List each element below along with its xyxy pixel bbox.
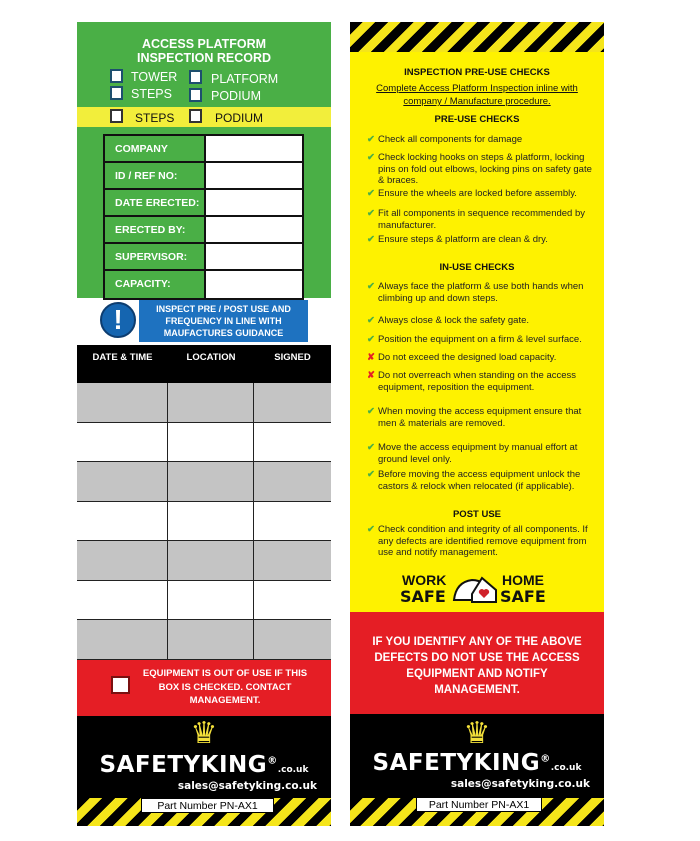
checkmark-icon: ✔ bbox=[367, 281, 375, 292]
check-text: Ensure the wheels are locked before assembly. bbox=[378, 188, 577, 199]
podium-checkbox-yellow[interactable] bbox=[189, 109, 202, 123]
signed-cell[interactable] bbox=[254, 462, 331, 501]
hazard-stripes-top bbox=[350, 22, 604, 52]
check-item bbox=[367, 442, 597, 465]
brand-email: sales@safetyking.co.uk bbox=[450, 778, 590, 790]
field-label: DATE ERECTED: bbox=[105, 190, 206, 215]
hardhat-house-heart-icon bbox=[450, 572, 500, 604]
check-text: Ensure steps & platform are clean & dry. bbox=[378, 234, 548, 245]
check-item bbox=[367, 315, 597, 327]
check-item bbox=[367, 208, 597, 231]
safe-text: SAFE bbox=[400, 587, 446, 606]
steps-label: STEPS bbox=[131, 87, 172, 101]
location-cell[interactable] bbox=[168, 581, 254, 620]
podium-label-yellow: PODIUM bbox=[215, 111, 263, 125]
post-use-title: POST USE bbox=[452, 509, 502, 520]
check-text: Move the access equipment by manual effort at ground level only. bbox=[378, 442, 578, 465]
pre-use-title: PRE-USE CHECKS bbox=[434, 114, 520, 125]
location-cell[interactable] bbox=[168, 502, 254, 541]
check-text: When moving the access equipment ensure that men & materials are removed. bbox=[378, 406, 582, 429]
check-text: Before moving the access equipment unlock the castors & relock when relocated (if applicable). bbox=[378, 469, 581, 492]
platform-checkbox[interactable] bbox=[189, 70, 202, 84]
signed-cell[interactable] bbox=[254, 581, 331, 620]
checkmark-icon: ✔ bbox=[367, 315, 375, 326]
check-item bbox=[367, 281, 597, 304]
check-item bbox=[367, 406, 597, 429]
steps-checkbox-yellow[interactable] bbox=[110, 109, 123, 123]
pre-use-checks-card bbox=[350, 22, 604, 826]
date-erected-field[interactable] bbox=[206, 190, 302, 215]
col-location: LOCATION bbox=[186, 352, 236, 363]
log-table-row bbox=[77, 423, 331, 463]
log-table-header bbox=[77, 345, 331, 383]
location-cell[interactable] bbox=[168, 383, 254, 422]
log-table-row bbox=[77, 581, 331, 621]
supervisor-field[interactable] bbox=[206, 244, 302, 269]
date-time-cell[interactable] bbox=[77, 541, 168, 580]
signed-cell[interactable] bbox=[254, 383, 331, 422]
company-field[interactable] bbox=[206, 136, 302, 161]
check-text: Fit all components in sequence recommended by manufacturer. bbox=[378, 208, 586, 231]
check-item bbox=[367, 152, 597, 187]
out-of-use-text: EQUIPMENT IS OUT OF USE IF THIS BOX IS CHECKED. CONTACT MANAGEMENT. bbox=[142, 668, 308, 706]
signed-cell[interactable] bbox=[254, 620, 331, 659]
log-table-row bbox=[77, 541, 331, 581]
check-item bbox=[367, 352, 597, 364]
check-text: Always face the platform & use both hands when climbing up and down steps. bbox=[378, 281, 584, 304]
log-table-row bbox=[77, 620, 331, 660]
check-item bbox=[367, 134, 597, 146]
col-signed: SIGNED bbox=[274, 352, 311, 363]
ref-no-field[interactable] bbox=[206, 163, 302, 188]
brand-email: sales@safetyking.co.uk bbox=[177, 780, 317, 792]
podium-checkbox[interactable] bbox=[189, 88, 202, 102]
date-time-cell[interactable] bbox=[77, 502, 168, 541]
checkmark-icon: ✔ bbox=[367, 442, 375, 453]
capacity-field[interactable] bbox=[206, 271, 302, 298]
check-item bbox=[367, 370, 597, 393]
field-label: ID / REF NO: bbox=[105, 163, 206, 188]
checkmark-icon: ✔ bbox=[367, 334, 375, 345]
record-title-line1: ACCESS PLATFORM bbox=[141, 37, 267, 51]
field-label: CAPACITY: bbox=[105, 271, 206, 298]
details-form bbox=[103, 134, 304, 300]
date-time-cell[interactable] bbox=[77, 462, 168, 501]
steps-label-yellow: STEPS bbox=[135, 111, 175, 125]
part-number: Part Number PN-AX1 bbox=[141, 798, 274, 813]
safe-text-2: SAFE bbox=[500, 587, 546, 606]
out-of-use-checkbox[interactable] bbox=[111, 676, 130, 694]
crown-icon: ♛ bbox=[463, 717, 491, 750]
cross-icon: ✘ bbox=[367, 370, 375, 381]
date-time-cell[interactable] bbox=[77, 383, 168, 422]
exclamation-icon: ! bbox=[100, 302, 136, 338]
inspection-notice: INSPECT PRE / POST USE AND FREQUENCY IN LINE WITH MAUFACTURES GUIDANCE bbox=[139, 300, 308, 342]
checkmark-icon: ✔ bbox=[367, 524, 375, 535]
check-item bbox=[367, 188, 597, 200]
signed-cell[interactable] bbox=[254, 502, 331, 541]
date-time-cell[interactable] bbox=[77, 581, 168, 620]
check-item bbox=[367, 469, 597, 492]
work-text: WORK bbox=[402, 572, 447, 588]
log-table-row bbox=[77, 383, 331, 423]
tower-label: TOWER bbox=[131, 70, 178, 84]
check-item bbox=[367, 234, 597, 246]
tower-checkbox[interactable] bbox=[110, 69, 123, 83]
erected-by-field[interactable] bbox=[206, 217, 302, 242]
log-table-row bbox=[77, 462, 331, 502]
checkmark-icon: ✔ bbox=[367, 208, 375, 219]
home-text: HOME bbox=[502, 572, 544, 588]
field-label: COMPANY bbox=[105, 136, 206, 161]
part-number: Part Number PN-AX1 bbox=[416, 797, 542, 812]
inspection-record-card bbox=[77, 22, 331, 826]
checks-title: INSPECTION PRE-USE CHECKS bbox=[404, 67, 550, 78]
check-text: Check all components for damage bbox=[378, 134, 523, 145]
brand-logo: SAFETYKING®.co.uk bbox=[372, 750, 582, 776]
crown-icon: ♛ bbox=[190, 717, 218, 750]
location-cell[interactable] bbox=[168, 462, 254, 501]
location-cell[interactable] bbox=[168, 541, 254, 580]
in-use-title: IN-USE CHECKS bbox=[439, 262, 515, 273]
platform-label: PLATFORM bbox=[211, 72, 279, 86]
defects-warning: IF YOU IDENTIFY ANY OF THE ABOVE DEFECTS DO NOT USE THE ACCESS EQUIPMENT AND NOTIFY MANAGEMENT. bbox=[350, 612, 604, 714]
field-label: SUPERVISOR: bbox=[105, 244, 206, 269]
checkmark-icon: ✔ bbox=[367, 152, 375, 163]
check-text: Always close & lock the safety gate. bbox=[378, 315, 530, 326]
record-title-line2: INSPECTION RECORD bbox=[136, 51, 272, 65]
location-cell[interactable] bbox=[168, 620, 254, 659]
checkmark-icon: ✔ bbox=[367, 469, 375, 480]
check-text: Check locking hooks on steps & platform, locking pins on fold out elbows, locking pins on safety gate & braces. bbox=[378, 152, 592, 186]
signed-cell[interactable] bbox=[254, 423, 331, 462]
location-cell[interactable] bbox=[168, 423, 254, 462]
log-table-body bbox=[77, 383, 331, 660]
checkmark-icon: ✔ bbox=[367, 134, 375, 145]
date-time-cell[interactable] bbox=[77, 423, 168, 462]
check-item bbox=[367, 524, 597, 559]
field-label: ERECTED BY: bbox=[105, 217, 206, 242]
check-text: Do not exceed the designed load capacity. bbox=[378, 352, 557, 363]
checkmark-icon: ✔ bbox=[367, 406, 375, 417]
col-date-time: DATE & TIME bbox=[92, 352, 153, 363]
cross-icon: ✘ bbox=[367, 352, 375, 363]
check-text: Do not overreach when standing on the access equipment, reposition the equipment. bbox=[378, 370, 577, 393]
checkmark-icon: ✔ bbox=[367, 234, 375, 245]
checks-subtitle: Complete Access Platform Inspection inline with company / Manufacture procedure. bbox=[376, 83, 578, 107]
signed-cell[interactable] bbox=[254, 541, 331, 580]
date-time-cell[interactable] bbox=[77, 620, 168, 659]
brand-logo: SAFETYKING®.co.uk bbox=[99, 752, 309, 778]
steps-checkbox[interactable] bbox=[110, 86, 123, 100]
podium-label: PODIUM bbox=[211, 89, 261, 103]
check-text: Check condition and integrity of all components. If any defects are identified remove equipment from use and notify management. bbox=[378, 524, 588, 558]
log-table-row bbox=[77, 502, 331, 542]
check-item bbox=[367, 334, 597, 346]
checkmark-icon: ✔ bbox=[367, 188, 375, 199]
check-text: Position the equipment on a firm & level surface. bbox=[378, 334, 582, 345]
